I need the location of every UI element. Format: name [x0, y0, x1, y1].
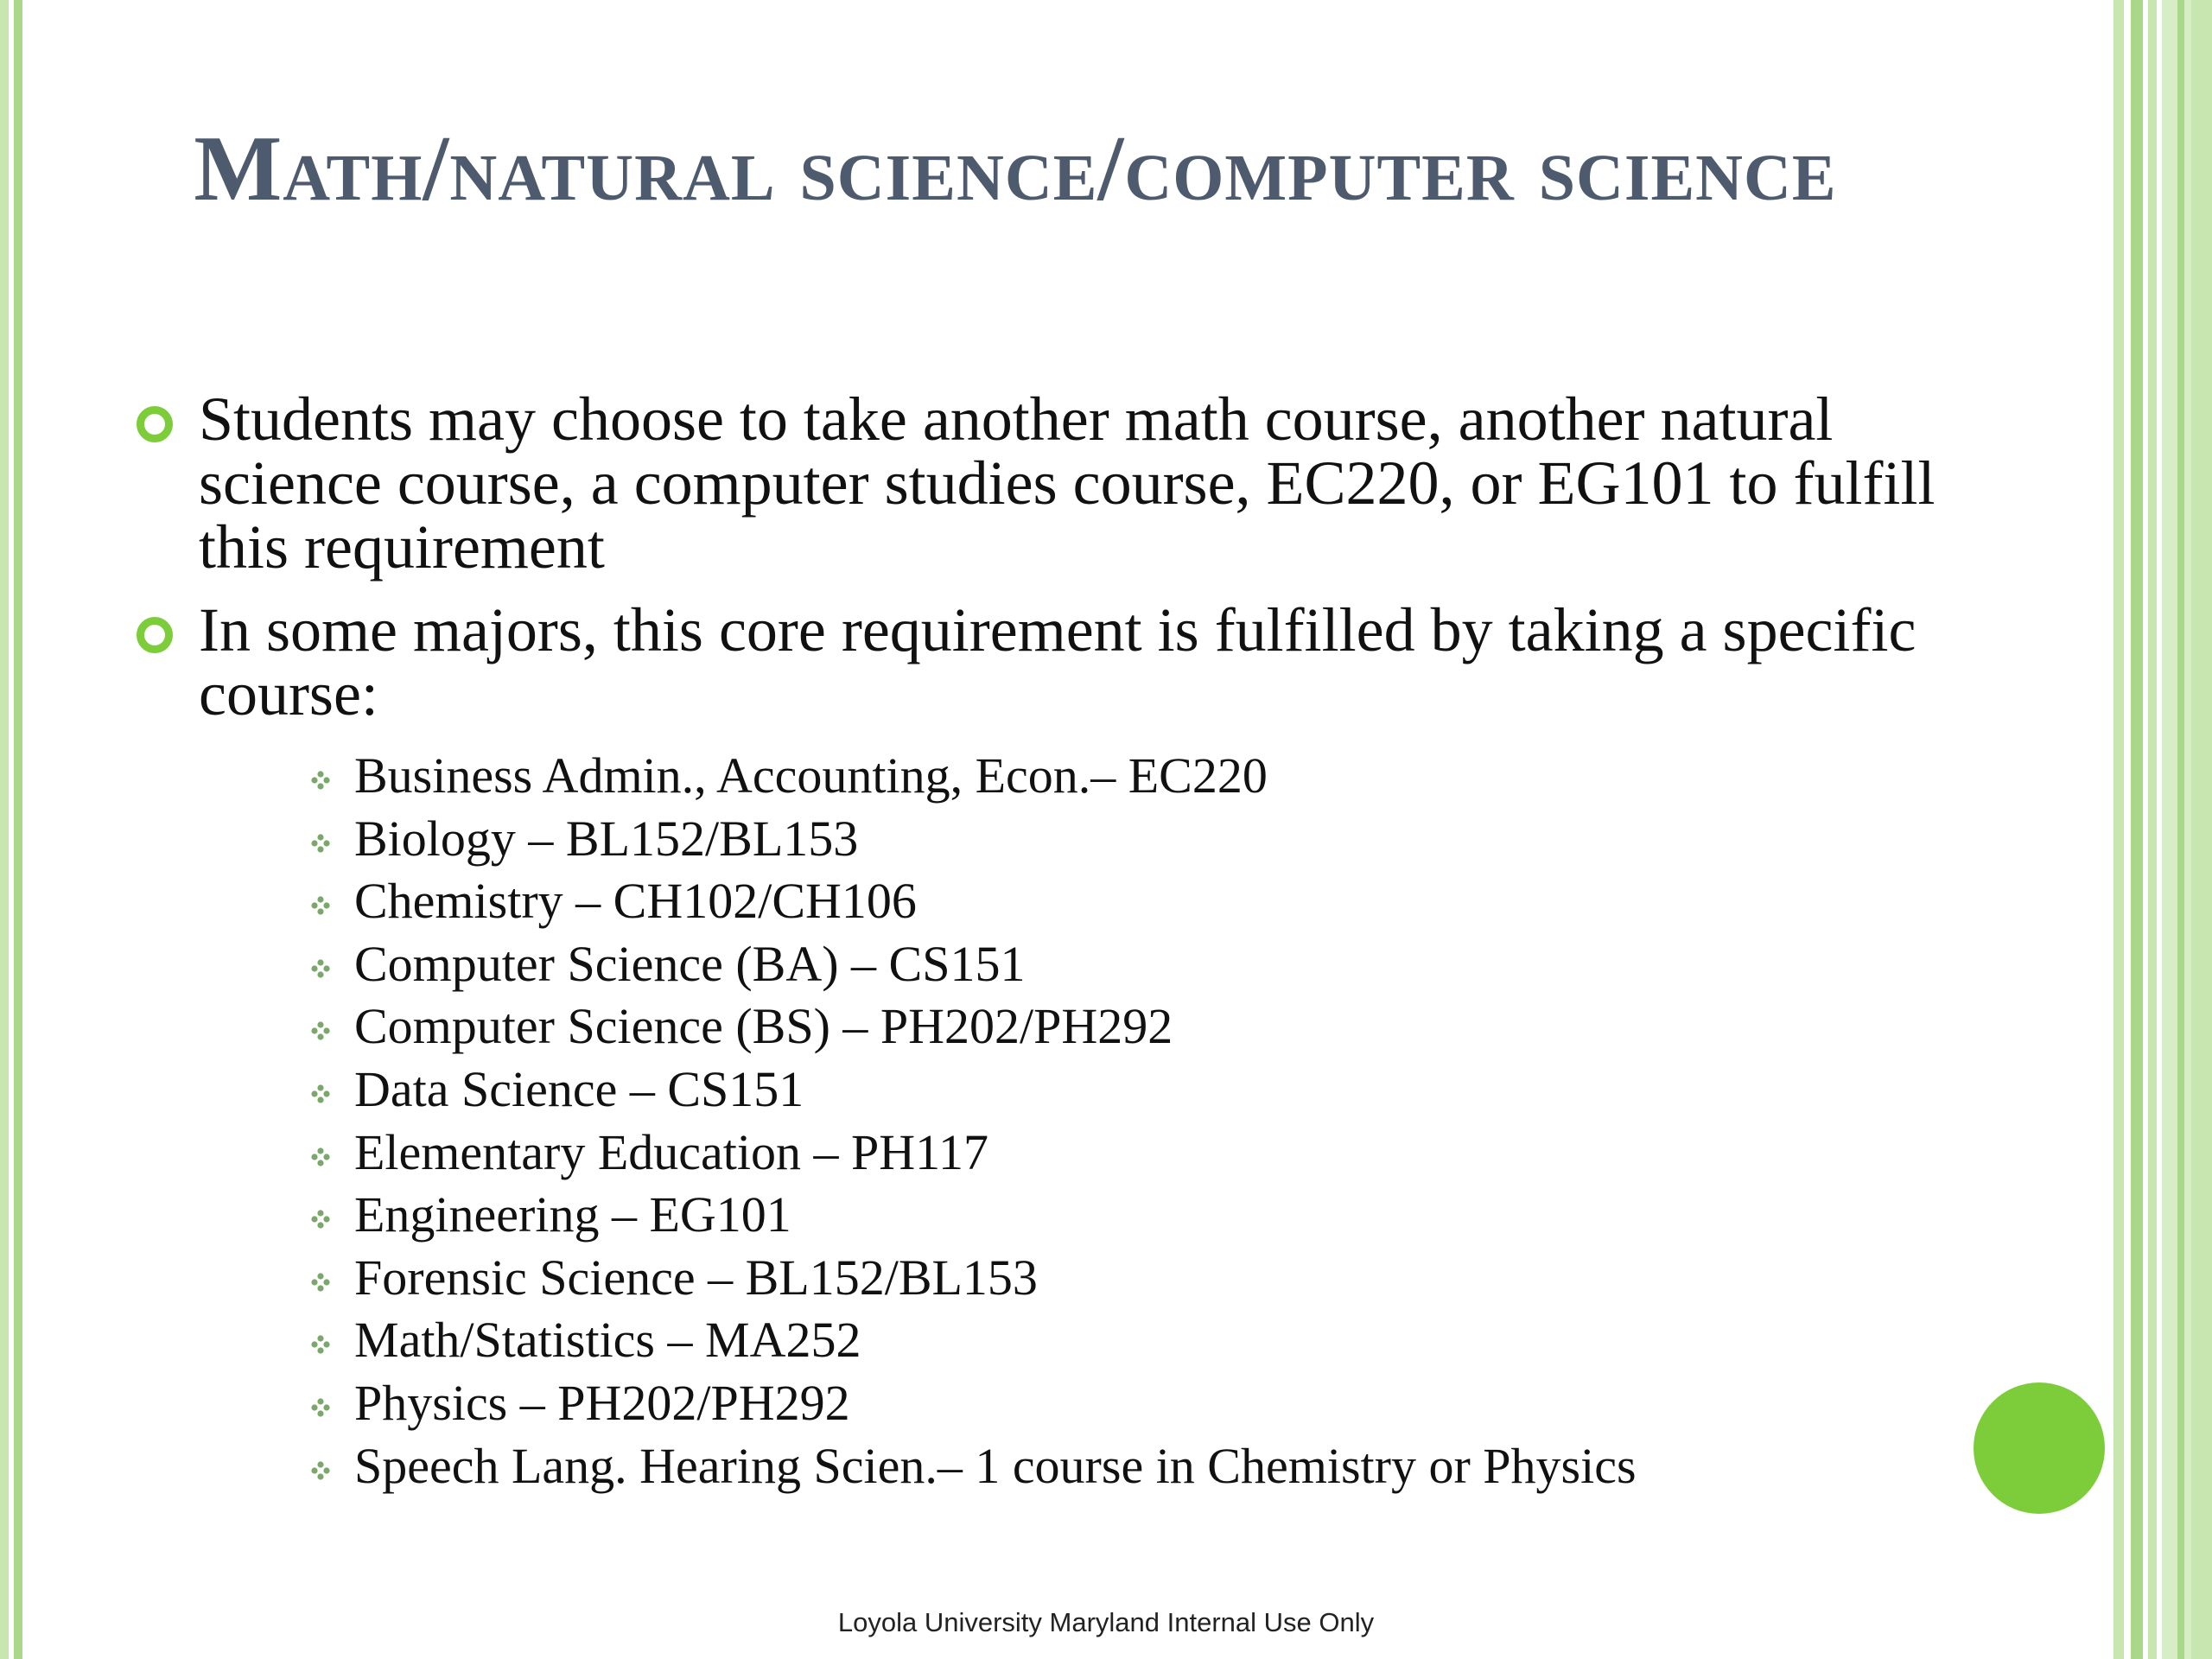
right-border-stripe	[2177, 0, 2184, 1659]
right-border-stripe	[2191, 0, 2212, 1659]
list-item	[302, 995, 1637, 1058]
main-bullet-list	[130, 387, 2031, 745]
list-item	[302, 1435, 1637, 1498]
list-item-text: Biology – BL152/BL153	[354, 810, 859, 867]
left-border-stripe-outer	[0, 0, 9, 1659]
list-item	[302, 1058, 1637, 1122]
diamond-bullet-icon	[311, 1273, 330, 1292]
left-border-stripe-inner	[14, 0, 22, 1659]
list-item-text: Computer Science (BS) – PH202/PH292	[354, 998, 1173, 1055]
diamond-bullet-icon	[311, 1335, 330, 1354]
right-border-stripe	[2148, 0, 2157, 1659]
list-item-text: Engineering – EG101	[354, 1186, 791, 1243]
list-item	[302, 745, 1637, 808]
main-bullet-item	[130, 385, 2031, 582]
diamond-bullet-icon	[311, 1210, 330, 1229]
main-bullet-item	[130, 595, 2031, 728]
diamond-bullet-icon	[311, 1084, 330, 1103]
right-border-stripe	[2131, 0, 2143, 1659]
list-item	[302, 1184, 1637, 1247]
list-item-text: Speech Lang. Hearing Scien.– 1 course in Chemistry or Physics	[354, 1437, 1637, 1494]
diamond-bullet-icon	[311, 771, 330, 790]
decorative-green-circle	[1974, 1382, 2105, 1514]
diamond-bullet-icon	[311, 896, 330, 915]
list-item-text: Business Admin., Accounting, Econ.– EC220	[354, 747, 1268, 804]
list-item	[302, 1372, 1637, 1435]
list-item-text: Chemistry – CH102/CH106	[354, 873, 917, 930]
list-item	[302, 808, 1637, 871]
list-item	[302, 870, 1637, 933]
list-item	[302, 1309, 1637, 1372]
list-item-text: Elementary Education – PH117	[354, 1123, 988, 1180]
diamond-bullet-icon	[311, 1147, 330, 1166]
main-bullet-text: Students may choose to take another math course, another natural science course, a computer studies course, EC220, or EG101 to fulfill this requirement	[199, 385, 1936, 582]
main-bullet-text: In some majors, this core requirement is fulfilled by taking a specific course:	[199, 595, 1916, 728]
diamond-bullet-icon	[311, 834, 330, 853]
list-item-text: Computer Science (BA) – CS151	[354, 935, 1026, 992]
list-item-text: Math/Statistics – MA252	[354, 1312, 861, 1369]
slide-title: Math/natural science/computer science	[194, 118, 1837, 220]
diamond-bullet-icon	[311, 1461, 330, 1480]
ring-bullet-icon	[137, 406, 173, 442]
diamond-bullet-icon	[311, 959, 330, 978]
list-item	[302, 1247, 1637, 1310]
diamond-bullet-icon	[311, 1398, 330, 1417]
footer-note: Loyola University Maryland Internal Use Only	[837, 1607, 1375, 1637]
list-item-text: Forensic Science – BL152/BL153	[354, 1249, 1038, 1306]
list-item-text: Data Science – CS151	[354, 1060, 804, 1117]
list-item	[302, 1122, 1637, 1185]
right-border-stripe	[2113, 0, 2124, 1659]
diamond-bullet-icon	[311, 1021, 330, 1040]
major-course-list	[302, 745, 1637, 1497]
list-item	[302, 933, 1637, 996]
list-item-text: Physics – PH202/PH292	[354, 1374, 850, 1431]
ring-bullet-icon	[137, 617, 173, 653]
